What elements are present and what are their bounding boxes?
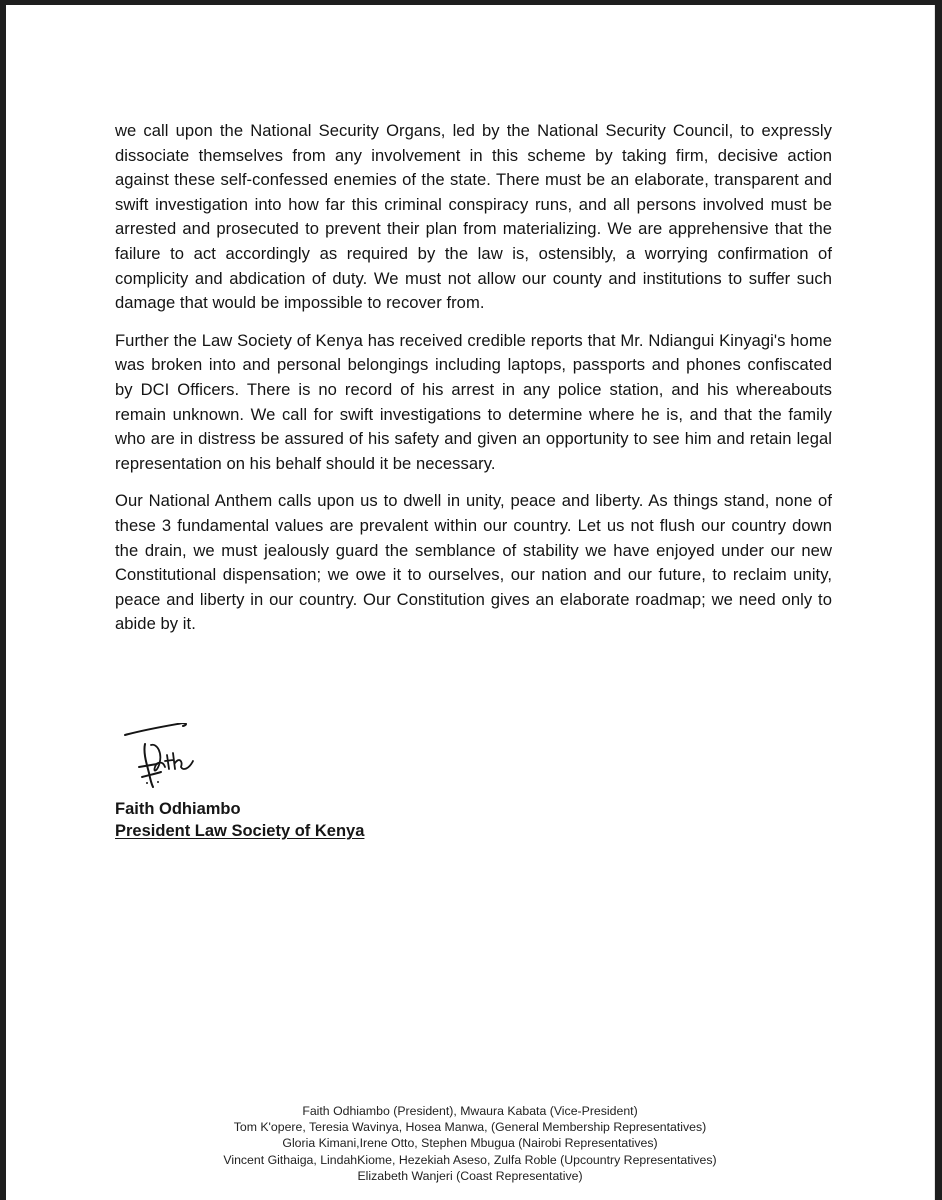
paragraph-national-anthem: Our National Anthem calls upon us to dwell in unity, peace and liberty. As things stand, none of these 3 fundamental values are prevalent within our country. Let us not flush our country down the drain, we must jealously guard the semblance of stability we have enjoyed under our new Constitutional dispensation; we owe it to ourselves, our nation and our future, to reclaim unity, peace and liberty in our country. Our Constitution gives an elaborate roadmap; we need only to abide by it.: [115, 491, 832, 634]
footer-line-upcountry: Vincent Githaiga, LindahKiome, Hezekiah Aseso, Zulfa Roble (Upcountry Representatives): [223, 1152, 717, 1167]
signature-icon: [117, 723, 217, 795]
council-members-footer: [6, 1103, 934, 1184]
footer-line-coast: Elizabeth Wanjeri (Coast Representative): [357, 1168, 583, 1183]
footer-line-general-membership: Tom K'opere, Teresia Wavinya, Hosea Manwa, (General Membership Representatives): [233, 1120, 707, 1135]
letter-body: [115, 119, 832, 650]
signatory-title: President Law Society of Kenya: [115, 822, 365, 840]
paragraph-security-organs: we call upon the National Security Organs, led by the National Security Council, to expressly dissociate themselves from any involvement in this scheme by taking firm, decisive action against these self-confessed enemies of the state. There must be an elaborate, transparent and swift investigation into how far this criminal conspiracy runs, and all persons involved must be arrested and prosecuted to prevent their plan from materializing. We are apprehensive that the failure to act accordingly as required by the law is, ostensibly, a worrying confirmation of complicity and abdication of duty. We must not allow our county and institutions to suffer such damage that would be impossible to recover from.: [115, 121, 832, 313]
footer-line-nairobi: Gloria Kimani,Irene Otto, Stephen Mbugua (Nairobi Representatives): [282, 1136, 658, 1151]
paragraph-kinyagi-report: Further the Law Society of Kenya has received credible reports that Mr. Ndiangui Kinyagi's home was broken into and personal belongings including laptops, passports and phones confiscated by DCI Officers. There is no record of his arrest in any police station, and his whereabouts remain unknown. We call for swift investigations to determine where he is, and that the family who are in distress be assured of his safety and given an opportunity to see him and retain legal representation on his behalf should it be necessary.: [115, 330, 832, 473]
document-page: [6, 5, 935, 1200]
footer-line-president: Faith Odhiambo (President), Mwaura Kabata (Vice-President): [302, 1104, 638, 1118]
signatory-name: Faith Odhiambo: [115, 800, 241, 818]
